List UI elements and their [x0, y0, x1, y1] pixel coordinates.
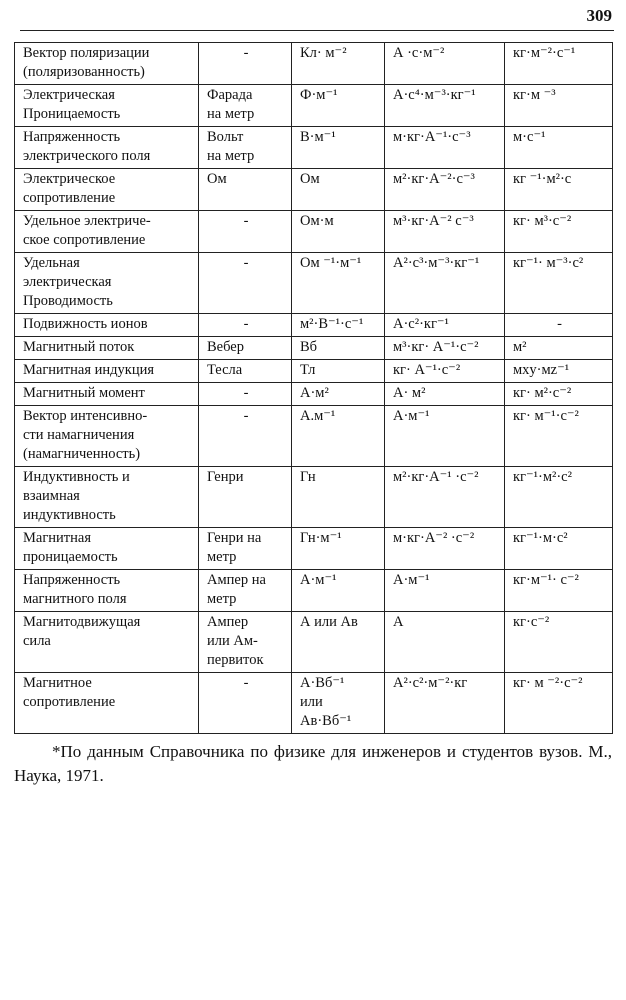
- designation-cell: Кл· м⁻²: [292, 43, 385, 85]
- quantity-cell: Магнитная проницаемость: [15, 528, 199, 570]
- unit-name-cell: -: [199, 406, 292, 467]
- si-expression-cell: А: [385, 612, 505, 673]
- dimension-cell: кг· м⁻¹·с⁻²: [505, 406, 613, 467]
- si-expression-cell: А²·с³·м⁻³·кг⁻¹: [385, 253, 505, 314]
- unit-name-cell: Тесла: [199, 360, 292, 383]
- si-expression-cell: м³·кг· А⁻¹·с⁻²: [385, 337, 505, 360]
- unit-name-cell: -: [199, 383, 292, 406]
- unit-name-cell: -: [199, 211, 292, 253]
- quantity-cell: Удельная электрическая Проводимость: [15, 253, 199, 314]
- designation-cell: А или Ав: [292, 612, 385, 673]
- footnote: *По данным Справочника по физике для инженеров и студентов вузов. М., Наука, 1971.: [14, 742, 612, 785]
- table-row: [15, 253, 613, 314]
- table-row: [15, 467, 613, 528]
- dimension-cell: кг⁻¹·м²·с²: [505, 467, 613, 528]
- table-row: [15, 612, 613, 673]
- si-expression-cell: м·кг·А⁻² ·с⁻²: [385, 528, 505, 570]
- table-row: [15, 169, 613, 211]
- dimension-cell: кг⁻¹·м·с²: [505, 528, 613, 570]
- unit-name-cell: -: [199, 43, 292, 85]
- dimension-cell: кг· м ⁻²·с⁻²: [505, 673, 613, 734]
- quantity-cell: Магнитная индукция: [15, 360, 199, 383]
- quantity-cell: Электрическая Проницаемость: [15, 85, 199, 127]
- dimension-cell: кг·м⁻²·с⁻¹: [505, 43, 613, 85]
- table-row: [15, 406, 613, 467]
- quantity-cell: Вектор интенсивно- сти намагничения (намагниченность): [15, 406, 199, 467]
- dimension-cell: кг·с⁻²: [505, 612, 613, 673]
- units-table: [14, 42, 613, 734]
- table-row: [15, 360, 613, 383]
- page-number: 309: [586, 6, 612, 25]
- unit-name-cell: Вебер: [199, 337, 292, 360]
- table-row: [15, 127, 613, 169]
- designation-cell: м²·В⁻¹·с⁻¹: [292, 314, 385, 337]
- si-expression-cell: А ·с·м⁻²: [385, 43, 505, 85]
- table-row: [15, 673, 613, 734]
- designation-cell: Гн: [292, 467, 385, 528]
- dimension-cell: кг· м²·с⁻²: [505, 383, 613, 406]
- quantity-cell: Подвижность ионов: [15, 314, 199, 337]
- quantity-cell: Напряженность магнитного поля: [15, 570, 199, 612]
- table-row: [15, 337, 613, 360]
- designation-cell: Тл: [292, 360, 385, 383]
- unit-name-cell: Генри: [199, 467, 292, 528]
- unit-name-cell: Фарада на метр: [199, 85, 292, 127]
- si-expression-cell: А· м²: [385, 383, 505, 406]
- table-row: [15, 314, 613, 337]
- dimension-cell: -: [505, 314, 613, 337]
- designation-cell: А·м²: [292, 383, 385, 406]
- unit-name-cell: -: [199, 253, 292, 314]
- si-expression-cell: м³·кг·А⁻² с⁻³: [385, 211, 505, 253]
- designation-cell: Ф·м⁻¹: [292, 85, 385, 127]
- unit-name-cell: Генри на метр: [199, 528, 292, 570]
- quantity-cell: Напряженность электрического поля: [15, 127, 199, 169]
- designation-cell: А·м⁻¹: [292, 570, 385, 612]
- dimension-cell: м²: [505, 337, 613, 360]
- table-row: [15, 211, 613, 253]
- dimension-cell: кг⁻¹· м⁻³·с²: [505, 253, 613, 314]
- dimension-cell: мxy·мz⁻¹: [505, 360, 613, 383]
- quantity-cell: Удельное электриче- ское сопротивление: [15, 211, 199, 253]
- si-expression-cell: м·кг·А⁻¹·с⁻³: [385, 127, 505, 169]
- header-rule: [20, 30, 614, 31]
- si-expression-cell: А·м⁻¹: [385, 570, 505, 612]
- designation-cell: Гн·м⁻¹: [292, 528, 385, 570]
- unit-name-cell: Ампер или Ам- первиток: [199, 612, 292, 673]
- designation-cell: А·Вб⁻¹ или Ав·Вб⁻¹: [292, 673, 385, 734]
- designation-cell: Ом ⁻¹·м⁻¹: [292, 253, 385, 314]
- designation-cell: А.м⁻¹: [292, 406, 385, 467]
- si-expression-cell: А·с²·кг⁻¹: [385, 314, 505, 337]
- dimension-cell: м·с⁻¹: [505, 127, 613, 169]
- unit-name-cell: Вольт на метр: [199, 127, 292, 169]
- si-expression-cell: м²·кг·А⁻¹ ·с⁻²: [385, 467, 505, 528]
- units-table-body: [15, 43, 613, 734]
- unit-name-cell: Ом: [199, 169, 292, 211]
- quantity-cell: Вектор поляризации (поляризованность): [15, 43, 199, 85]
- unit-name-cell: Ампер на метр: [199, 570, 292, 612]
- quantity-cell: Магнитодвижущая сила: [15, 612, 199, 673]
- dimension-cell: кг ⁻¹·м²·с: [505, 169, 613, 211]
- unit-name-cell: -: [199, 673, 292, 734]
- unit-name-cell: -: [199, 314, 292, 337]
- designation-cell: Ом: [292, 169, 385, 211]
- dimension-cell: кг·м ⁻³: [505, 85, 613, 127]
- si-expression-cell: А·м⁻¹: [385, 406, 505, 467]
- table-row: [15, 43, 613, 85]
- designation-cell: Ом·м: [292, 211, 385, 253]
- table-row: [15, 570, 613, 612]
- quantity-cell: Электрическое сопротивление: [15, 169, 199, 211]
- quantity-cell: Магнитное сопротивление: [15, 673, 199, 734]
- si-expression-cell: А²·с²·м⁻²·кг: [385, 673, 505, 734]
- si-expression-cell: м²·кг·А⁻²·с⁻³: [385, 169, 505, 211]
- quantity-cell: Магнитный поток: [15, 337, 199, 360]
- dimension-cell: кг·м⁻¹· с⁻²: [505, 570, 613, 612]
- quantity-cell: Индуктивность и взаимная индуктивность: [15, 467, 199, 528]
- dimension-cell: кг· м³·с⁻²: [505, 211, 613, 253]
- designation-cell: В·м⁻¹: [292, 127, 385, 169]
- table-row: [15, 85, 613, 127]
- si-expression-cell: А·с⁴·м⁻³·кг⁻¹: [385, 85, 505, 127]
- si-expression-cell: кг· А⁻¹·с⁻²: [385, 360, 505, 383]
- designation-cell: Вб: [292, 337, 385, 360]
- table-row: [15, 383, 613, 406]
- table-row: [15, 528, 613, 570]
- quantity-cell: Магнитный момент: [15, 383, 199, 406]
